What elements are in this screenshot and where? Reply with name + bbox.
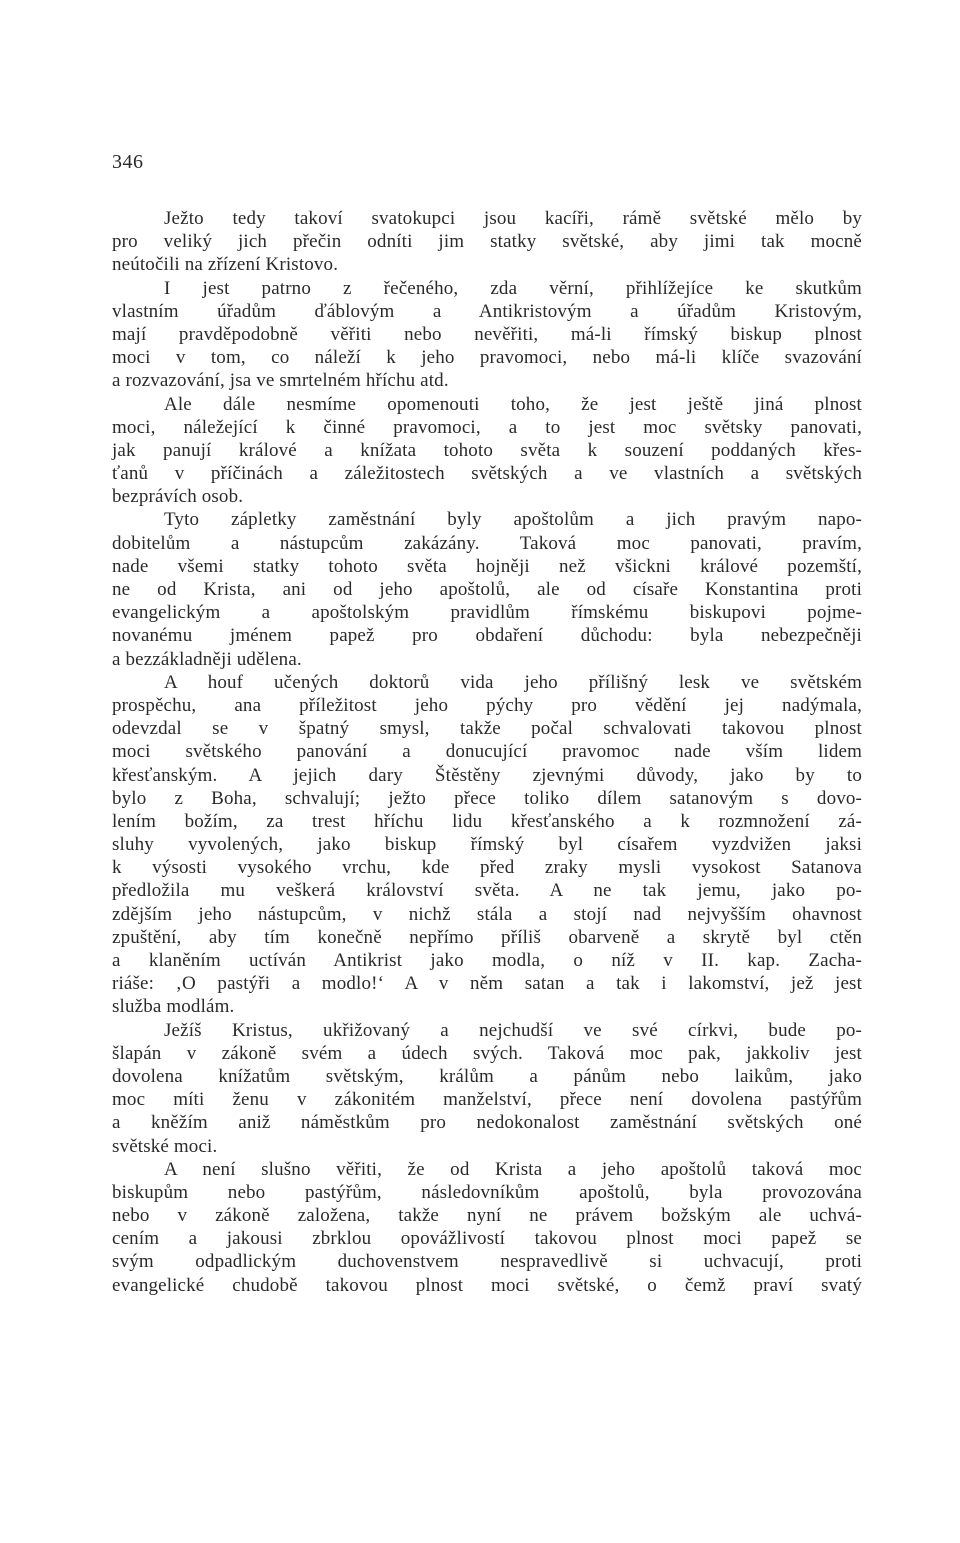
text-line: Tyto zápletky zaměstnání byly apoštolům a jich pravým napo- — [164, 509, 862, 531]
text-line: Ježíš Kristus, ukřižovaný a nejchudší ve své církvi, bude po- — [164, 1019, 862, 1041]
text-line: šlapán v zákoně svém a údech svých. Taková moc pak, jakkoliv jest — [112, 1042, 862, 1064]
text-line: světské moci. — [112, 1135, 218, 1157]
text-line: předložila mu veškerá království světa. A ne tak jemu, jako po- — [112, 880, 862, 902]
text-line: svým odpadlickým duchovenstvem nespravedlivě si uchvacují, proti — [112, 1251, 862, 1273]
text-line: moci, náležející k činné pravomoci, a to jest moc světsky panovati, — [112, 416, 862, 438]
text-line: křesťanským. A jejich dary Štěstěny zjevnými důvody, jako by to — [112, 764, 862, 786]
text-line: A není slušno věřiti, že od Krista a jeho apoštolů taková moc — [164, 1158, 862, 1180]
text-line: nade všemi statky tohoto světa hojněji než všickni králové pozemští, — [112, 555, 862, 577]
text-line: pro veliký jich přečin odníti jim statky světské, aby jimi tak mocně — [112, 231, 862, 253]
text-line: neútočili na zřízení Kristovo. — [112, 254, 339, 276]
text-line: bezprávích osob. — [112, 486, 244, 508]
text-line: moc míti ženu v zákonitém manželství, přece není dovolena pastýřům — [112, 1089, 862, 1111]
text-line: biskupům nebo pastýřům, následovníkům apoštolů, byla provozována — [112, 1181, 862, 1203]
page-number: 346 — [112, 151, 144, 173]
text-line: a kněžím aniž náměstkům pro nedokonalost zaměstnání světských oné — [112, 1112, 862, 1134]
text-line: jak panují králové a knížata tohoto světa k souzení poddaných křes- — [112, 439, 862, 461]
text-line: vlastním úřadům ďáblovým a Antikristovým a úřadům Kristovým, — [112, 300, 862, 322]
text-line: cením a jakousi zbrklou opovážlivostí takovou plnost moci papež se — [112, 1228, 862, 1250]
text-line: a klaněním uctíván Antikrist jako modla, o níž v II. kap. Zacha- — [112, 950, 862, 971]
text-line: dovolena knížatům světským, králům a pánům nebo laikům, jako — [112, 1065, 862, 1087]
text-line: moci v tom, co náleží k jeho pravomoci, nebo má-li klíče svazování — [112, 347, 862, 369]
text-line: dobitelům a nástupcům zakázány. Taková moc panovati, pravím, — [112, 532, 862, 554]
body-text — [112, 207, 862, 1297]
text-line: lením božím, za trest hříchu lidu křesťanského a k rozmnožení zá- — [112, 810, 862, 832]
text-line: zdějším jeho nástupcům, v nichž stála a stojí nad nejvyšším ohavnost — [112, 903, 862, 925]
text-line: služba modlám. — [112, 996, 235, 1018]
text-line: Ale dále nesmíme opomenouti toho, že jest ještě jiná plnost — [164, 393, 862, 415]
text-line: a bezzákladněji udělena. — [112, 648, 302, 670]
text-line: moci světského panování a donucující pravomoc nade vším lidem — [112, 741, 862, 763]
text-line: a rozvazování, jsa ve smrtelném hříchu atd. — [112, 370, 449, 392]
text-line: prospěchu, ana příležitost jeho pýchy pro vědění jej nadýmala, — [112, 694, 862, 716]
text-line: sluhy vyvolených, jako biskup římský byl císařem vyzdvižen jaksi — [112, 834, 862, 856]
text-line: evangelické chudobě takovou plnost moci světské, o čemž praví svatý — [112, 1274, 862, 1296]
text-line: novanému jménem papež pro obdaření důchodu: byla nebezpečněji — [112, 625, 862, 647]
text-line: riáše: ‚O pastýři a modlo!‘ A v něm satan a tak i lakomství, jež jest — [112, 973, 862, 995]
text-line: odevzdal se v špatný smysl, takže počal schvalovati takovou plnost — [112, 718, 862, 740]
text-line: evangelickým a apoštolským pravidlům římskému biskupovi pojme- — [112, 602, 862, 624]
text-line: mají pravděpodobně věřiti nebo nevěřiti, má-li římský biskup plnost — [112, 323, 862, 345]
text-line: bylo z Boha, schvalují; ježto přece toliko dílem satanovým s dovo- — [112, 787, 862, 809]
text-line: ťanů v příčinách a záležitostech světských a ve vlastních a světských — [112, 463, 862, 485]
text-line: nebo v zákoně založena, takže nyní ne právem božským ale uchvá- — [112, 1205, 862, 1227]
text-line: I jest patrno z řečeného, zda věrní, přihlížejíce ke skutkům — [164, 277, 862, 299]
text-line: ne od Krista, ani od jeho apoštolů, ale od císaře Konstantina proti — [112, 579, 862, 600]
text-line: k výsosti vysokého vrchu, kde před zraky mysli vysokost Satanova — [112, 857, 862, 879]
text-line: zpuštění, aby tím konečně nepřímo příliš obarveně a skrytě byl ctěn — [112, 926, 862, 948]
text-line: A houf učených doktorů vida jeho přílišný lesk ve světském — [164, 671, 862, 693]
text-line: Ježto tedy takoví svatokupci jsou kacíři, rámě světské mělo by — [164, 208, 862, 229]
